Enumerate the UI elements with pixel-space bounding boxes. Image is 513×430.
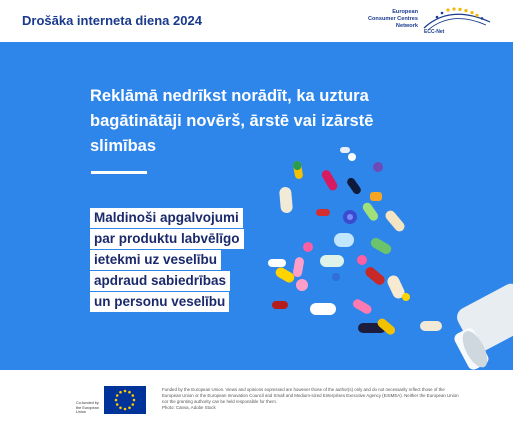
- eu-flag-icon: [104, 386, 146, 414]
- claim-line: par produktu labvēlīgo: [90, 229, 244, 249]
- pill-bottle-icon: [452, 280, 513, 370]
- ecc-net-logo: [360, 6, 500, 38]
- logo-line: Network: [395, 23, 418, 29]
- cofunded-line: Co-funded by: [76, 401, 99, 405]
- divider: [91, 171, 147, 174]
- disclaimer-text: Funded by the European Union. Views and opinions expressed are however those of the author(s) only and do not necessarily reflect those of the European Union or the European Innovation Council and Small and Medium-sized Enterprises Executive Agency (EISMEA). Neither the European Union nor the granting authority can be held responsible for them.: [162, 387, 459, 404]
- claim-line: un personu veselību: [90, 292, 229, 312]
- logo-subtitle: ECC-Net: [424, 29, 445, 35]
- pills-bottle-illustration: [250, 147, 513, 370]
- claim-line: ietekmi uz veselību: [90, 250, 221, 270]
- banner: [0, 42, 513, 370]
- page-title: Drošāka interneta diena 2024: [22, 13, 202, 28]
- footer: [0, 370, 513, 430]
- cofunded-label: [76, 401, 102, 415]
- headline-line: bagātinātāji novērš, ārstē vai izārstē: [90, 112, 374, 130]
- pills-icon: [268, 147, 442, 336]
- logo-line: European: [392, 9, 418, 15]
- claim-box: [90, 208, 250, 313]
- claim-line: Maldinoši apgalvojumi: [90, 208, 243, 228]
- cofunded-line: the European Union: [76, 405, 99, 415]
- headline-line: slimības: [90, 137, 157, 155]
- logo-text: [360, 9, 418, 30]
- funding-disclaimer: [162, 387, 462, 411]
- claim-line: apdraud sabiedrības: [90, 271, 230, 291]
- headline-line: Reklāmā nedrīkst norādīt, ka uztura: [90, 87, 369, 105]
- header: [0, 0, 513, 42]
- logo-line: Consumer Centres: [367, 16, 418, 22]
- photo-credit: Photo: Canva, Adobe Stock: [162, 405, 216, 410]
